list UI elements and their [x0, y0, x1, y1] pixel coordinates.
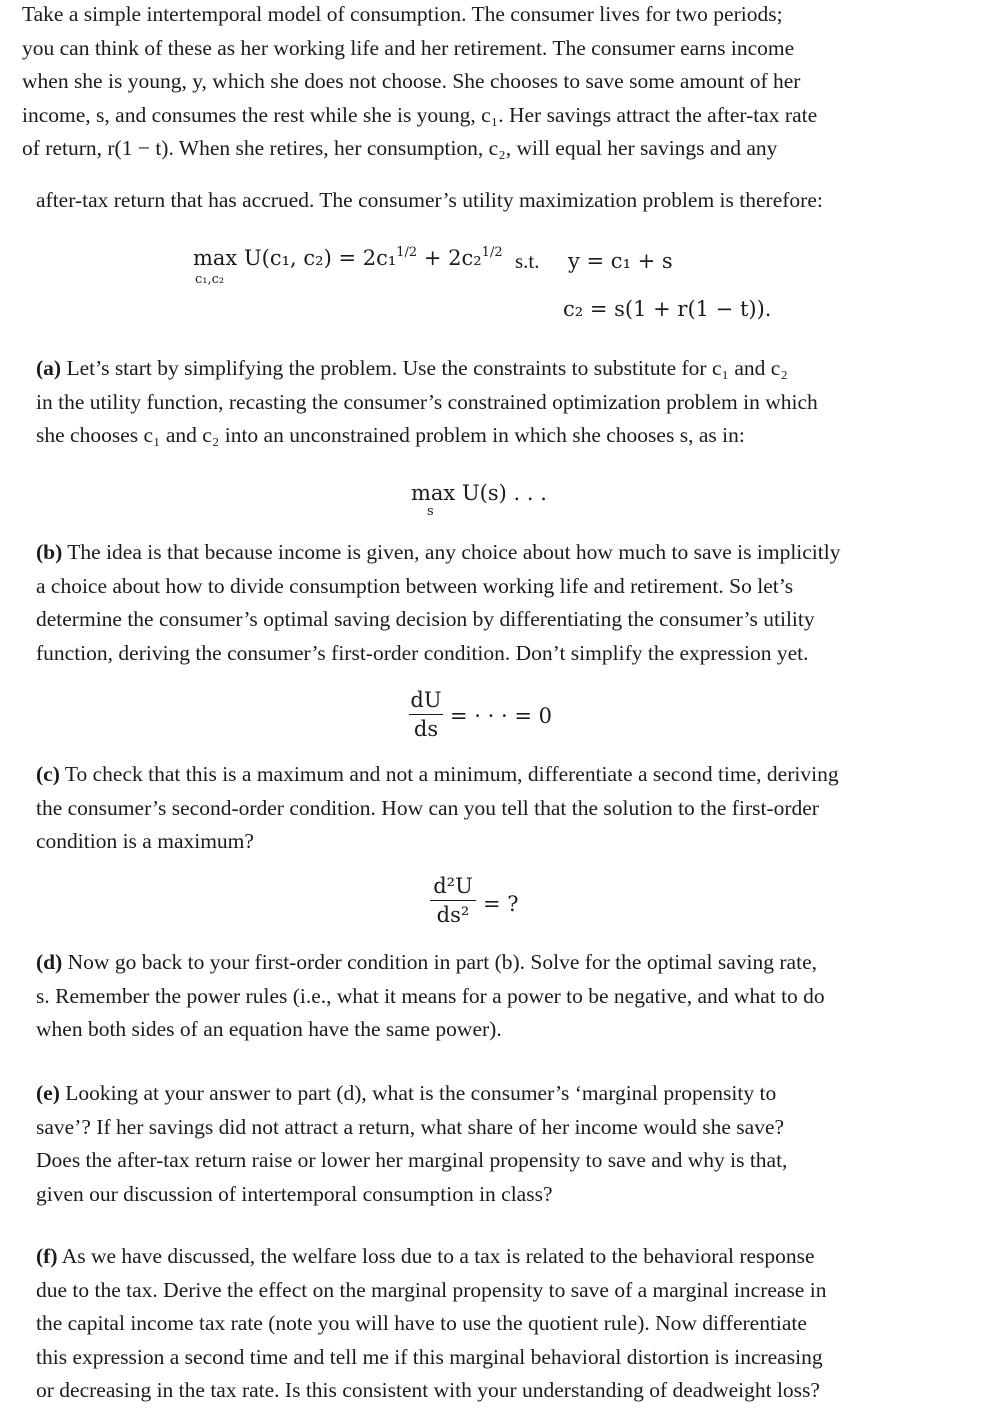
soc-rhs: = ? [483, 892, 519, 916]
part-b-line: determine the consumer’s optimal saving decision by differentiating the consumer’s utility [36, 607, 815, 631]
part-c [36, 758, 911, 859]
soc-denominator: ds² [436, 903, 470, 927]
foc-fraction [409, 688, 443, 741]
budget-constraint-2: c₂ = s(1 + r(1 − t)). [563, 297, 772, 321]
objective-function: U(c₁, c₂) = 2c₁ [243, 246, 397, 270]
part-c-label: (c) [36, 762, 60, 786]
fraction-bar [430, 900, 476, 901]
exponent-1: 1/2 [396, 245, 418, 260]
part-f-line: due to the tax. Derive the effect on the marginal propensity to save of a marginal increase in [36, 1277, 827, 1302]
intro-line: when she is young, y, which she does not choose. She chooses to save some amount of her [22, 69, 801, 93]
part-d [36, 946, 911, 1047]
part-f-line: As we have discussed, the welfare loss due to a tax is related to the behavioral response [61, 1244, 815, 1268]
objective-plus-term: + 2c₂ [417, 246, 482, 270]
part-a-label: (a) [36, 356, 62, 380]
soc-numerator: d²U [433, 874, 473, 898]
foc-rhs: = · · · = 0 [450, 704, 552, 728]
part-f-line: this expression a second time and tell me if this marginal behavioral distortion is increasing [36, 1344, 823, 1369]
part-e [36, 1077, 911, 1211]
intro-last-line [36, 184, 916, 218]
intro-line: of return, r(1 − t). When she retires, her consumption, c₂, will equal her savings and any [22, 136, 778, 160]
intro-line: Take a simple intertemporal model of consumption. The consumer lives for two periods; [22, 2, 783, 26]
part-e-line: Does the after-tax return raise or lower her marginal propensity to save and why is that, [36, 1148, 788, 1172]
intro-line: you can think of these as her working life and her retirement. The consumer earns income [22, 35, 795, 60]
part-b [36, 536, 911, 670]
part-c-line: the consumer’s second-order condition. How can you tell that the solution to the first-order [36, 795, 819, 820]
budget-constraint-1: y = c₁ + s [568, 249, 673, 273]
max-s-equation [411, 481, 547, 505]
objective-equation [193, 245, 503, 270]
part-f-label: (f) [36, 1244, 58, 1268]
part-c-line: To check that this is a maximum and not a minimum, differentiate a second time, deriving [64, 762, 839, 786]
part-e-label: (e) [36, 1081, 60, 1105]
part-f [36, 1240, 911, 1408]
part-b-line: a choice about how to divide consumption between working life and retirement. So let’s [36, 573, 794, 598]
part-e-line: save’? If her savings did not attract a return, what share of her income would she save? [36, 1114, 785, 1139]
max-operator: max [193, 246, 238, 270]
part-f-line: the capital income tax rate (note you will have to use the quotient rule). Now differentiate [36, 1311, 807, 1335]
part-e-line: Looking at your answer to part (d), what is the consumer’s ‘marginal propensity to [65, 1081, 777, 1105]
max-subscript: c₁,c₂ [195, 272, 225, 287]
part-a-line: she chooses c₁ and c₂ into an unconstrained problem in which she chooses s, as in: [36, 423, 745, 447]
max-s-operator: max [411, 481, 456, 505]
part-d-line: s. Remember the power rules (i.e., what it means for a power to be negative, and what to do [36, 983, 825, 1008]
max-s-expression: U(s) . . . [461, 481, 547, 505]
part-a [36, 352, 911, 453]
part-a-line: Let’s start by simplifying the problem. Use the constraints to substitute for c₁ and c₂ [66, 356, 788, 380]
part-d-line: Now go back to your first-order condition in part (b). Solve for the optimal saving rate, [67, 950, 817, 974]
part-d-line: when both sides of an equation have the same power). [36, 1017, 502, 1041]
fraction-bar [409, 714, 443, 715]
intro-line: after-tax return that has accrued. The consumer’s utility maximization problem is therefore: [36, 188, 823, 212]
part-b-line: The idea is that because income is given, any choice about how much to save is implicitly [67, 540, 841, 564]
part-d-label: (d) [36, 950, 63, 974]
subject-to-label: s.t. [515, 249, 540, 273]
part-a-line: in the utility function, recasting the consumer’s constrained optimization problem in which [36, 389, 818, 414]
soc-fraction [430, 874, 476, 927]
part-c-line: condition is a maximum? [36, 829, 254, 853]
intro-paragraph [22, 0, 928, 166]
part-e-line: given our discussion of intertemporal consumption in class? [36, 1181, 553, 1206]
part-f-line: or decreasing in the tax rate. Is this consistent with your understanding of deadweight loss? [36, 1378, 820, 1402]
foc-numerator: dU [410, 688, 442, 712]
part-b-line: function, deriving the consumer’s first-order condition. Don’t simplify the expression yet. [36, 640, 809, 665]
max-s-subscript: s [427, 504, 434, 519]
foc-denominator: ds [413, 717, 439, 741]
intro-line: income, s, and consumes the rest while she is young, c₁. Her savings attract the after-tax rate [22, 102, 818, 127]
exponent-2: 1/2 [481, 245, 503, 260]
part-b-label: (b) [36, 540, 63, 564]
